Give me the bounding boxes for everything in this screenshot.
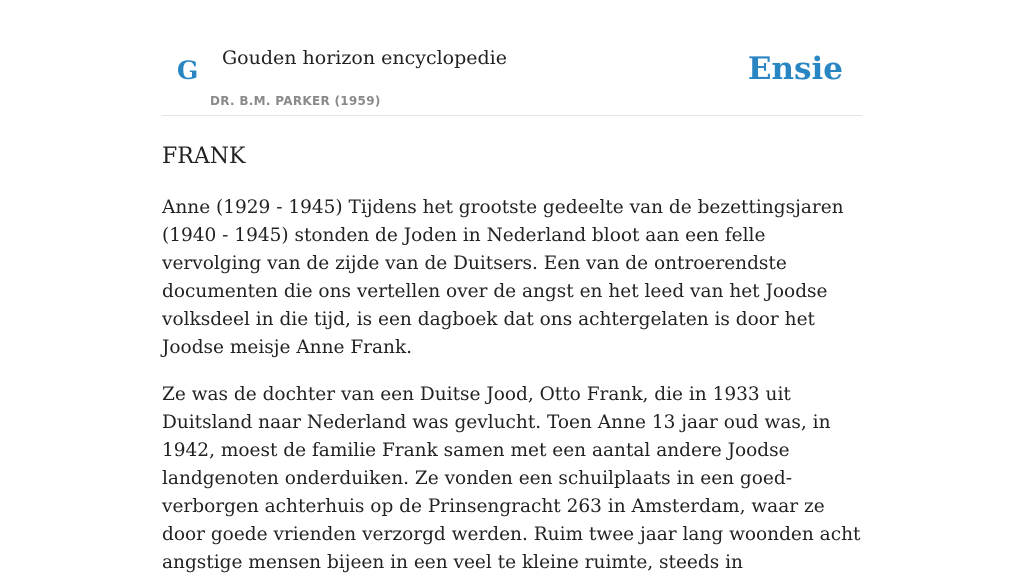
book-author: DR. B.M. PARKER (1959) bbox=[210, 94, 381, 108]
book-title[interactable]: Gouden horizon encyclopedie bbox=[222, 47, 507, 69]
content-column bbox=[162, 0, 862, 577]
ensie-logo[interactable]: Ensie bbox=[747, 51, 843, 87]
entry-paragraph: Anne (1929 - 1945) Tijdens het grootste gedeelte van de bezettingsjaren (1940 - 1945) stonden de Joden in Nederland bloot aan een felle vervolging van de zijde van de Duitsers. Een van de ontroerendste documenten die ons vertellen over de angst en het leed van het Joodse volksdeel in die tijd, is een dagboek dat ons achtergelaten is door het Joodse meisje Anne Frank. bbox=[162, 197, 844, 358]
book-logo[interactable]: G bbox=[177, 56, 199, 85]
entry-paragraph: Ze was de dochter van een Duitse Jood, Otto Frank, die in 1933 uit Duitsland naar Nederland was gevlucht. Toen Anne 13 jaar oud was, in 1942, moest de familie Frank samen met een aantal andere Joodse landgenoten onderduiken. Ze vonden een schuilplaats in een goed-verborgen achterhuis op de Prinsengracht 263 in Amsterdam, waar ze door goede vrienden verzorgd werden. Ruim twee jaar lang woonden acht angstige mensen bijeen in een veel te kleine ruimte, steeds in bbox=[162, 384, 861, 573]
entry-title: FRANK bbox=[162, 144, 246, 169]
book-header bbox=[162, 0, 862, 116]
